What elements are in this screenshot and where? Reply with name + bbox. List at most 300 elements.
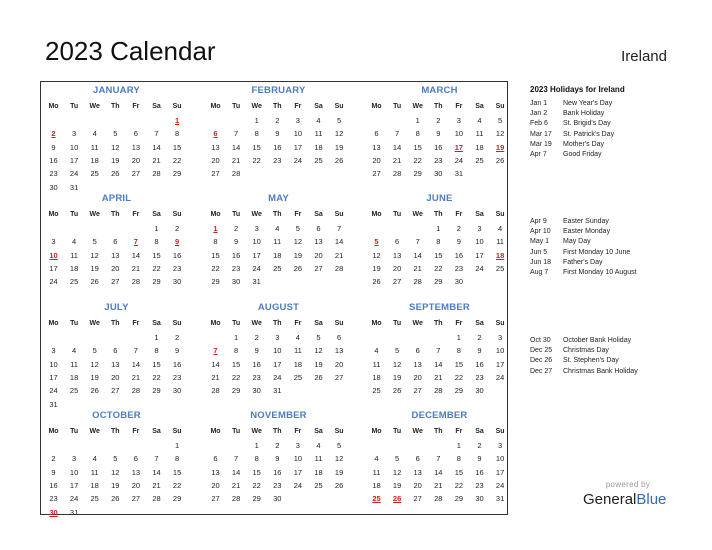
- day-cell: 2: [175, 224, 180, 233]
- day-cell: 28: [392, 169, 402, 179]
- day-cell: 4: [374, 454, 379, 464]
- day-cell: 15: [172, 142, 182, 152]
- weekday-label: Mo: [48, 103, 59, 110]
- day-cell: 22: [454, 480, 464, 490]
- day-cell: 14: [334, 237, 344, 247]
- weekday-label: Fr: [294, 428, 302, 435]
- day-cell: 12: [314, 346, 323, 356]
- holiday-item: [530, 131, 614, 138]
- day-cell: 16: [49, 480, 58, 490]
- month-name: JULY: [104, 302, 129, 313]
- month-name: MAY: [268, 193, 289, 204]
- holiday-date-label: May 1: [530, 238, 550, 246]
- day-cell: 25: [495, 263, 505, 273]
- day-cell: 8: [154, 346, 159, 356]
- day-cell: 2: [51, 454, 56, 464]
- day-cell: 10: [293, 129, 303, 139]
- day-cell: 15: [454, 467, 464, 477]
- weekday-label: Mo: [210, 428, 221, 435]
- day-cell: 23: [172, 372, 182, 382]
- day-cell: 24: [293, 480, 303, 490]
- day-cell: 20: [372, 155, 381, 165]
- holiday-name: St. Stephen's Day: [563, 357, 619, 365]
- day-cell: 13: [131, 142, 141, 152]
- day-cell: 22: [252, 480, 261, 490]
- day-cell: 17: [293, 142, 303, 152]
- day-cell: 12: [392, 359, 402, 369]
- day-cell: 18: [273, 250, 282, 260]
- day-cell: 30: [454, 277, 464, 287]
- day-cell: 27: [372, 169, 381, 179]
- day-cell: 4: [477, 116, 482, 125]
- day-cell: 11: [273, 237, 282, 247]
- day-cell: 16: [273, 142, 282, 152]
- day-cell: 13: [111, 359, 120, 369]
- holiday-date-label: Oct 30: [530, 337, 551, 344]
- weekday-header: [43, 211, 190, 223]
- day-cell: 7: [234, 454, 239, 464]
- weekday-header: [43, 320, 190, 332]
- day-cell: 3: [456, 116, 461, 125]
- day-cell: 31: [454, 169, 464, 179]
- day-cell: 3: [275, 333, 280, 342]
- calendar-grid: [40, 81, 508, 515]
- day-cell: 10: [495, 454, 505, 464]
- day-cell: 25: [372, 386, 381, 396]
- day-cell: 17: [252, 250, 261, 260]
- day-cell: 24: [49, 386, 58, 396]
- day-cell: 19: [392, 480, 402, 490]
- weekday-label: Th: [111, 428, 120, 435]
- weekday-label: Tu: [393, 103, 402, 110]
- day-cell: 29: [152, 386, 161, 396]
- day-cell: 27: [111, 277, 120, 287]
- day-cell: 2: [477, 441, 482, 450]
- day-cell: 14: [413, 250, 422, 260]
- holidays-heading: 2023 Holidays for Ireland: [530, 85, 625, 94]
- weekday-label: Th: [111, 211, 120, 218]
- month-name: NOVEMBER: [250, 410, 307, 421]
- day-cell: 23: [49, 494, 58, 504]
- day-cell: 14: [211, 359, 220, 369]
- weekday-label: We: [89, 211, 100, 218]
- day-cell: 22: [434, 263, 443, 273]
- day-cell: 5: [92, 346, 97, 356]
- day-cell: 17: [273, 359, 282, 369]
- day-cell: 18: [69, 372, 79, 382]
- day-cell: 10: [252, 237, 261, 247]
- day-cell: 25: [90, 494, 99, 504]
- day-cell: 9: [275, 454, 280, 464]
- holiday-date-label: Apr 9: [530, 218, 547, 225]
- day-cell: 30: [252, 386, 261, 396]
- brand-general-text: General: [583, 491, 637, 508]
- day-cell: 25: [475, 155, 484, 165]
- day-cell: 20: [413, 372, 422, 382]
- day-cell: 16: [231, 250, 241, 260]
- day-cell: 9: [436, 129, 441, 139]
- day-cell: 23: [49, 169, 58, 179]
- holiday-name: Father's Day: [563, 258, 603, 266]
- day-cell: 7: [154, 454, 159, 464]
- day-cell: 15: [252, 142, 261, 152]
- day-cell: 6: [337, 333, 342, 342]
- weekday-label: Su: [334, 211, 344, 218]
- day-cell: 5: [395, 454, 400, 464]
- day-cell: 15: [413, 142, 422, 152]
- day-cell: 25: [314, 480, 323, 490]
- day-cell: 24: [495, 480, 505, 490]
- holiday-item: [530, 337, 631, 344]
- weekday-label: We: [89, 320, 100, 327]
- day-cell: 15: [152, 250, 161, 260]
- holiday-date: 1: [175, 116, 180, 125]
- day-cell: 11: [70, 250, 78, 260]
- day-cell: 21: [392, 155, 402, 165]
- day-cell: 29: [172, 494, 182, 504]
- day-cell: 25: [69, 277, 79, 287]
- day-cell: 6: [113, 237, 118, 247]
- day-cell: 9: [477, 454, 482, 464]
- weekday-label: Su: [334, 428, 344, 435]
- day-cell: 4: [275, 224, 280, 233]
- month-name: FEBRUARY: [251, 85, 306, 96]
- day-cell: 19: [90, 372, 99, 382]
- day-cell: 15: [454, 359, 464, 369]
- day-cell: 6: [395, 237, 400, 247]
- weekday-label: Fr: [294, 320, 302, 327]
- day-cell: 9: [234, 237, 239, 247]
- day-cell: 28: [231, 169, 241, 179]
- day-cell: 12: [293, 237, 303, 247]
- day-cell: 6: [316, 224, 321, 233]
- holiday-date-label: Dec 25: [530, 347, 553, 355]
- weekday-label: We: [89, 103, 100, 110]
- day-cell: 31: [69, 182, 79, 192]
- day-cell: 19: [372, 263, 381, 273]
- day-cell: 20: [131, 155, 141, 165]
- day-cell: 8: [154, 237, 159, 247]
- weekday-label: Su: [334, 103, 344, 110]
- day-cell: 23: [273, 480, 282, 490]
- day-cell: 4: [316, 116, 321, 125]
- day-cell: 15: [434, 250, 443, 260]
- day-cell: 21: [231, 155, 241, 165]
- weekday-label: Fr: [455, 103, 463, 110]
- day-cell: 8: [234, 346, 239, 356]
- day-cell: 25: [273, 263, 282, 273]
- day-cell: 2: [275, 116, 280, 125]
- day-cell: 21: [413, 263, 422, 273]
- day-cell: 13: [334, 346, 344, 356]
- holiday-name: Christmas Day: [563, 347, 609, 355]
- day-cell: 26: [392, 386, 402, 396]
- day-cell: 1: [456, 441, 461, 450]
- holiday-name: Bank Holiday: [563, 110, 605, 118]
- weekday-header: [205, 320, 352, 332]
- holiday-name: Christmas Bank Holiday: [563, 367, 638, 375]
- holiday-date: 17: [454, 142, 464, 152]
- day-cell: 16: [252, 359, 261, 369]
- day-cell: 27: [413, 386, 422, 396]
- day-cell: 25: [90, 169, 99, 179]
- weekday-label: We: [251, 103, 262, 110]
- weekday-label: We: [251, 320, 262, 327]
- day-cell: 19: [90, 263, 99, 273]
- weekday-label: Tu: [70, 103, 79, 110]
- day-cell: 22: [211, 263, 220, 273]
- holiday-name: Good Friday: [563, 151, 602, 158]
- day-cell: 29: [413, 169, 422, 179]
- day-cell: 24: [49, 277, 58, 287]
- day-cell: 28: [231, 494, 241, 504]
- day-cell: 11: [496, 237, 504, 247]
- holiday-date-label: Jun 18: [530, 258, 552, 266]
- weekday-label: Fr: [294, 211, 302, 218]
- day-cell: 2: [175, 333, 180, 342]
- day-cell: 17: [495, 467, 505, 477]
- day-cell: 1: [415, 116, 420, 125]
- month-name: JANUARY: [93, 85, 140, 96]
- day-cell: 5: [337, 116, 342, 125]
- weekday-label: Th: [434, 211, 443, 218]
- day-cell: 2: [456, 224, 461, 233]
- weekday-label: Th: [273, 103, 282, 110]
- day-cell: 10: [69, 142, 79, 152]
- weekday-label: Sa: [475, 103, 484, 110]
- day-cell: 28: [152, 169, 161, 179]
- day-cell: 23: [252, 372, 261, 382]
- holiday-item: [530, 357, 619, 364]
- day-cell: 15: [231, 359, 241, 369]
- holiday-date-label: Jan 2: [530, 110, 548, 118]
- day-cell: 12: [334, 454, 344, 464]
- holiday-item: [530, 110, 604, 117]
- holiday-item: [530, 218, 609, 225]
- day-cell: 14: [434, 467, 443, 477]
- day-cell: 18: [314, 142, 323, 152]
- day-cell: 3: [51, 237, 56, 247]
- day-cell: 29: [172, 169, 182, 179]
- day-cell: 10: [69, 467, 79, 477]
- day-cell: 1: [154, 333, 159, 342]
- weekday-label: Sa: [152, 428, 161, 435]
- day-cell: 3: [295, 116, 300, 125]
- weekday-label: Tu: [232, 320, 241, 327]
- weekday-label: Fr: [455, 320, 463, 327]
- weekday-label: Sa: [475, 320, 484, 327]
- day-cell: 7: [337, 224, 342, 233]
- day-cell: 25: [293, 372, 303, 382]
- holiday-item: [530, 269, 637, 276]
- weekday-header: [205, 428, 352, 440]
- weekday-label: Tu: [232, 428, 241, 435]
- day-cell: 26: [90, 386, 99, 396]
- holiday-item: [530, 120, 611, 127]
- weekday-header: [205, 103, 352, 115]
- weekday-label: Mo: [48, 320, 59, 327]
- holiday-date-label: Feb 6: [530, 120, 548, 128]
- weekday-label: Fr: [132, 103, 140, 110]
- day-cell: 8: [175, 454, 180, 464]
- day-cell: 8: [175, 129, 180, 139]
- day-cell: 13: [211, 142, 220, 152]
- month-name: DECEMBER: [411, 410, 468, 421]
- day-cell: 20: [111, 372, 120, 382]
- day-cell: 27: [334, 372, 344, 382]
- weekday-label: Tu: [232, 211, 241, 218]
- day-cell: 18: [90, 480, 99, 490]
- weekday-label: We: [251, 428, 262, 435]
- day-cell: 22: [231, 372, 241, 382]
- day-cell: 18: [314, 467, 323, 477]
- day-cell: 14: [231, 467, 241, 477]
- day-cell: 5: [113, 129, 118, 139]
- holiday-item: [530, 259, 602, 266]
- day-cell: 17: [49, 372, 58, 382]
- day-cell: 21: [131, 372, 141, 382]
- day-cell: 21: [152, 480, 161, 490]
- day-cell: 20: [131, 480, 141, 490]
- day-cell: 17: [69, 155, 79, 165]
- day-cell: 8: [456, 454, 461, 464]
- month-name: SEPTEMBER: [409, 302, 470, 313]
- day-cell: 6: [133, 129, 138, 139]
- day-cell: 5: [395, 346, 400, 356]
- day-cell: 17: [49, 263, 58, 273]
- day-cell: 21: [334, 250, 344, 260]
- day-cell: 26: [293, 263, 303, 273]
- weekday-label: Sa: [314, 320, 323, 327]
- day-cell: 2: [275, 441, 280, 450]
- weekday-label: Sa: [152, 211, 161, 218]
- day-cell: 8: [213, 237, 218, 247]
- day-cell: 29: [211, 277, 220, 287]
- day-cell: 17: [293, 467, 303, 477]
- day-cell: 3: [51, 346, 56, 356]
- holiday-date-label: Mar 17: [530, 130, 552, 138]
- day-cell: 22: [413, 155, 422, 165]
- day-cell: 1: [234, 333, 239, 342]
- day-cell: 16: [273, 467, 282, 477]
- day-cell: 6: [415, 454, 420, 464]
- day-cell: 9: [477, 346, 482, 356]
- day-cell: 30: [434, 169, 443, 179]
- weekday-label: Fr: [455, 428, 463, 435]
- day-cell: 27: [392, 277, 402, 287]
- day-cell: 18: [372, 480, 381, 490]
- day-cell: 11: [90, 467, 99, 477]
- day-cell: 19: [314, 359, 323, 369]
- day-cell: 27: [314, 263, 323, 273]
- weekday-label: We: [412, 211, 423, 218]
- generalblue-logo[interactable]: [583, 491, 666, 508]
- day-cell: 10: [454, 129, 464, 139]
- holiday-date-label: Jan 1: [530, 100, 548, 107]
- day-cell: 21: [152, 155, 161, 165]
- day-cell: 13: [392, 250, 402, 260]
- holiday-item: [530, 347, 609, 354]
- day-cell: 9: [175, 346, 180, 356]
- day-cell: 17: [495, 359, 505, 369]
- weekday-label: Su: [172, 211, 182, 218]
- day-cell: 14: [152, 142, 161, 152]
- page-title: 2023 Calendar: [45, 36, 216, 66]
- weekday-label: Fr: [294, 103, 302, 110]
- day-cell: 12: [495, 129, 505, 139]
- holiday-name: First Monday 10 August: [563, 269, 637, 276]
- day-cell: 23: [172, 263, 182, 273]
- day-cell: 4: [374, 346, 379, 356]
- day-cell: 26: [334, 155, 344, 165]
- holiday-date-label: Dec 27: [530, 367, 553, 375]
- day-cell: 26: [495, 155, 505, 165]
- day-cell: 8: [456, 346, 461, 356]
- holiday-date: 19: [495, 142, 505, 152]
- holiday-date: 9: [175, 237, 180, 247]
- day-cell: 30: [475, 386, 484, 396]
- holiday-name: First Monday 10 June: [563, 248, 631, 256]
- day-cell: 12: [111, 142, 120, 152]
- day-cell: 16: [475, 359, 484, 369]
- country-label: Ireland: [621, 48, 667, 65]
- day-cell: 24: [252, 263, 261, 273]
- day-cell: 29: [231, 386, 241, 396]
- day-cell: 16: [172, 359, 182, 369]
- day-cell: 26: [90, 277, 99, 287]
- weekday-label: Sa: [152, 103, 161, 110]
- month-name: OCTOBER: [92, 410, 141, 421]
- day-cell: 26: [111, 494, 120, 504]
- day-cell: 20: [413, 480, 422, 490]
- day-cell: 2: [254, 333, 259, 342]
- weekday-label: Mo: [210, 211, 221, 218]
- day-cell: 14: [131, 250, 141, 260]
- holiday-name: New Year's Day: [563, 100, 613, 107]
- holiday-item: [530, 249, 630, 256]
- day-cell: 3: [498, 441, 503, 450]
- holiday-name: St. Patrick's Day: [563, 130, 615, 138]
- holiday-name: May Day: [563, 238, 591, 246]
- day-cell: 13: [372, 142, 381, 152]
- day-cell: 22: [172, 155, 182, 165]
- weekday-header: [366, 320, 513, 332]
- holiday-date: 6: [213, 129, 218, 139]
- weekday-label: Th: [273, 211, 282, 218]
- day-cell: 29: [434, 277, 443, 287]
- holiday-date: 10: [49, 250, 58, 260]
- day-cell: 11: [70, 359, 78, 369]
- day-cell: 23: [454, 263, 464, 273]
- day-cell: 21: [434, 372, 443, 382]
- day-cell: 21: [231, 480, 241, 490]
- day-cell: 16: [475, 467, 484, 477]
- day-cell: 20: [314, 250, 323, 260]
- brand-blue-text: Blue: [636, 491, 667, 508]
- day-cell: 28: [152, 494, 161, 504]
- day-cell: 28: [211, 386, 220, 396]
- day-cell: 27: [211, 169, 220, 179]
- weekday-label: Th: [111, 320, 120, 327]
- day-cell: 17: [69, 480, 79, 490]
- day-cell: 21: [211, 372, 220, 382]
- day-cell: 10: [293, 454, 303, 464]
- weekday-label: Su: [495, 428, 505, 435]
- day-cell: 16: [172, 250, 182, 260]
- holiday-date: 30: [49, 507, 58, 517]
- day-cell: 11: [293, 346, 302, 356]
- day-cell: 24: [454, 155, 464, 165]
